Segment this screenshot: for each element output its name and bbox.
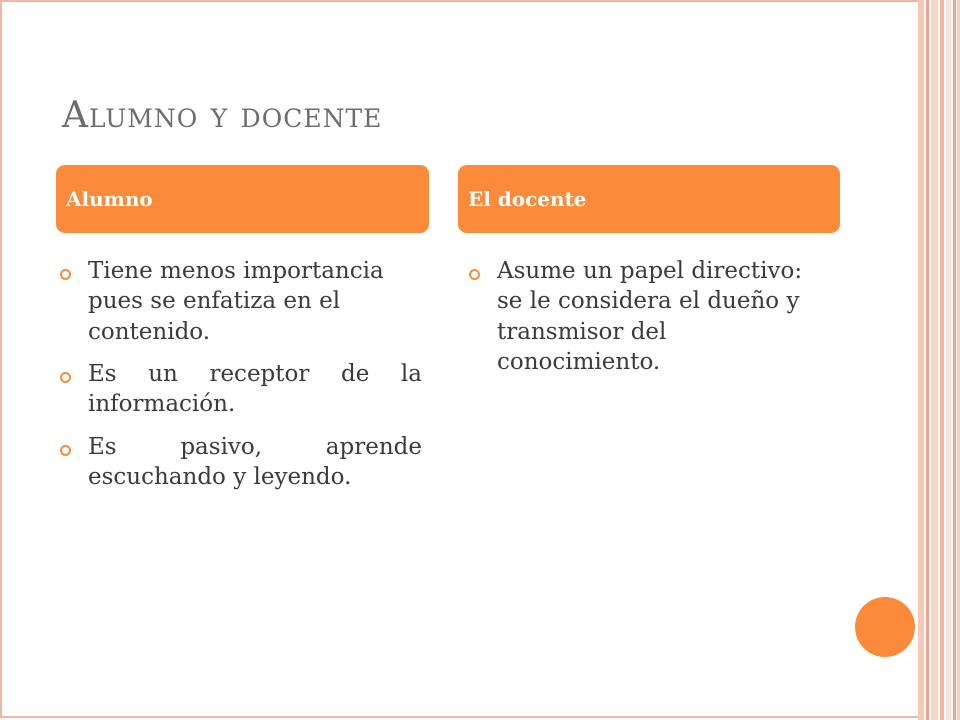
list-item-text: Es un receptor de la información. — [88, 361, 422, 418]
column-alumno — [60, 256, 422, 505]
bullet-list — [469, 256, 831, 377]
list-item — [60, 256, 422, 347]
column-header-alumno: Alumno — [56, 165, 429, 233]
list-item — [60, 432, 422, 493]
bullet-list — [60, 256, 422, 493]
decorative-circle — [855, 597, 915, 657]
column-header-docente: El docente — [458, 165, 840, 233]
stripe — [931, 0, 938, 720]
bullet-ring-icon — [60, 269, 71, 280]
list-item-text: Tiene menos importancia pues se enfatiza en el contenido. — [88, 258, 384, 345]
stripe — [946, 0, 951, 720]
stripe — [953, 0, 956, 720]
stripe — [926, 0, 929, 720]
list-item-text: Es pasivo, aprende escuchando y leyendo. — [88, 433, 422, 491]
bullet-ring-icon — [60, 445, 71, 456]
list-item — [60, 359, 422, 420]
bullet-ring-icon — [60, 372, 71, 383]
list-item — [469, 256, 831, 377]
bullet-ring-icon — [469, 269, 480, 280]
list-item-text: Asume un papel directivo: se le considera el dueño y transmisor del conocimiento. — [497, 258, 803, 376]
decorative-stripes — [918, 0, 960, 720]
stripe — [918, 0, 924, 720]
column-docente — [469, 256, 831, 389]
stripe — [940, 0, 944, 720]
slide-title: Alumno y docente — [62, 95, 383, 136]
